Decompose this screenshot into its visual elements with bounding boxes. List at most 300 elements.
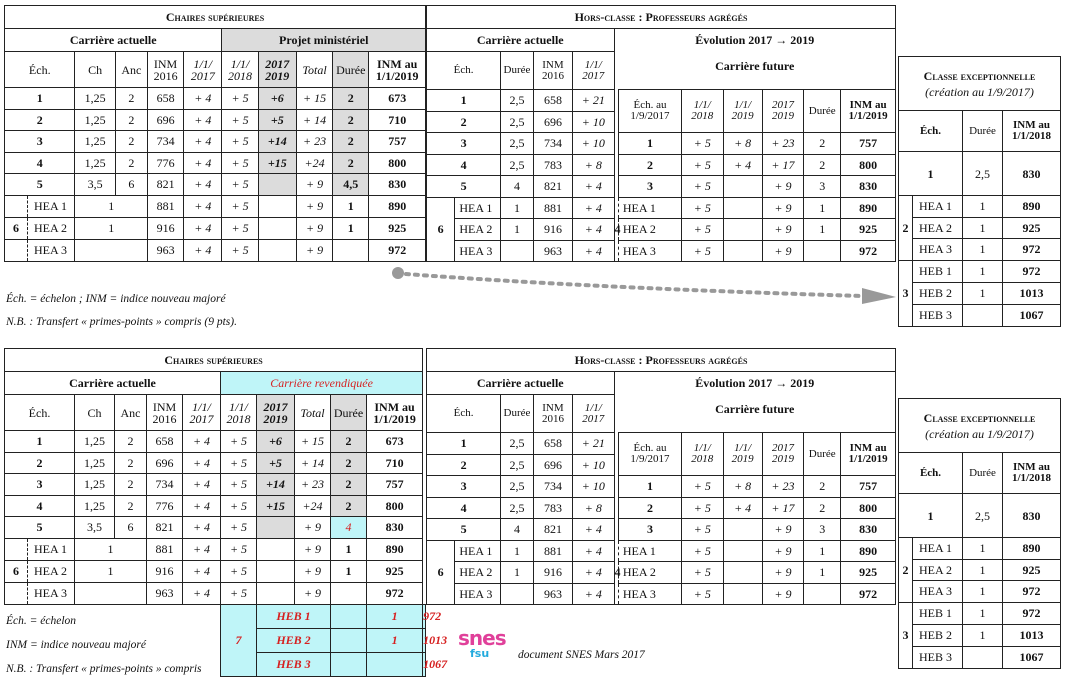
snes-logo xyxy=(458,628,518,660)
carriere-future-label: Carrière future xyxy=(614,395,896,415)
cell: + 15 xyxy=(296,88,332,110)
col-inm2019-b: INM au 1/1/2019 xyxy=(367,395,423,431)
cell: 658 xyxy=(147,431,183,453)
cell xyxy=(331,604,367,628)
cell: 3,5 xyxy=(75,174,115,196)
cell: 2,5 xyxy=(501,433,534,455)
exc-heb-row xyxy=(899,260,1061,282)
hc-col-ech: Éch. xyxy=(427,395,501,433)
cell: 916 xyxy=(147,217,183,239)
cell: + 5 xyxy=(222,88,258,110)
fsu-logo-text: fsu xyxy=(470,647,490,660)
cell: 963 xyxy=(147,582,183,604)
carriere-actuelle-label: Carrière actuelle xyxy=(5,29,222,52)
hea-group xyxy=(5,539,28,560)
table-row xyxy=(427,497,896,519)
cell: 776 xyxy=(147,152,183,174)
cell: 1 xyxy=(618,476,681,498)
chaires-rows-top xyxy=(5,88,426,196)
cell: + 5 xyxy=(221,452,257,474)
cell: 963 xyxy=(147,239,183,261)
cell: 830 xyxy=(1003,494,1061,538)
hc-col-inm2016: INM 2016 xyxy=(533,395,572,433)
cell: 1,25 xyxy=(75,152,115,174)
cell: + 5 xyxy=(221,560,257,582)
hea-row xyxy=(5,582,426,604)
cell: 925 xyxy=(367,560,423,582)
cell: 1 xyxy=(963,602,1003,624)
hea-row xyxy=(427,562,896,584)
exc-header-row xyxy=(899,453,1061,494)
cell: + 4 xyxy=(184,152,222,174)
exc-col-duree: Durée xyxy=(963,453,1003,494)
col-ch-b: Ch xyxy=(75,395,115,431)
cell: 2 xyxy=(115,152,147,174)
exc-heb-row xyxy=(899,304,1061,326)
cell: 2,5 xyxy=(963,494,1003,538)
cell: 6 xyxy=(115,517,147,539)
spacer xyxy=(614,415,896,433)
exc-hea-row xyxy=(899,581,1061,603)
cell: + 5 xyxy=(682,176,723,198)
cell: + 5 xyxy=(682,240,723,262)
cell: 734 xyxy=(147,474,183,496)
cell xyxy=(723,176,762,198)
cell: 972 xyxy=(1003,581,1061,603)
cell: + 4 xyxy=(723,154,762,176)
hea-group xyxy=(5,583,28,604)
cell: 5 xyxy=(427,519,501,541)
cell: 734 xyxy=(147,131,183,153)
cell: 1 xyxy=(75,217,147,239)
cell: 696 xyxy=(147,452,183,474)
hea-label: HEA 2 xyxy=(34,221,67,235)
cell: 3 xyxy=(427,476,501,498)
cell xyxy=(723,540,762,562)
cell: 2,5 xyxy=(501,154,534,176)
hea-label: HEA 3 xyxy=(34,243,67,257)
exc-heb-row xyxy=(899,602,1061,624)
exc-table-bottom xyxy=(898,398,1061,669)
notes-top xyxy=(6,292,237,329)
cell xyxy=(723,519,762,541)
cell: 1 xyxy=(5,431,75,453)
cell: 1 xyxy=(963,282,1003,304)
cell: 734 xyxy=(533,476,572,498)
cell: + 9 xyxy=(295,582,331,604)
cell: 890 xyxy=(841,197,896,219)
cell xyxy=(331,582,367,604)
cell: 890 xyxy=(1003,538,1061,560)
cell: 2 xyxy=(5,109,75,131)
table-row xyxy=(5,131,426,153)
fut-col-2019: 1/1/ 2019 xyxy=(723,433,762,476)
cell: + 8 xyxy=(723,133,762,155)
col-duree: Durée xyxy=(333,52,369,88)
cell: + 5 xyxy=(221,474,257,496)
cell xyxy=(367,652,423,676)
cell: + 5 xyxy=(682,133,723,155)
exc-hea-group: 2 xyxy=(899,538,913,603)
cell: 2 xyxy=(618,154,681,176)
cell: 2,5 xyxy=(963,152,1003,196)
cell: HEA 2 xyxy=(455,219,501,241)
chaires-table-top xyxy=(4,5,426,262)
cell: + 5 xyxy=(221,538,257,560)
cell: + 4 xyxy=(573,176,614,198)
cell: + 5 xyxy=(682,219,723,241)
cell: + 5 xyxy=(682,540,723,562)
col-anc: Anc xyxy=(115,52,147,88)
hc-hea-group: 6 xyxy=(427,197,455,262)
cell: + 5 xyxy=(682,154,723,176)
cell: HEB 3 xyxy=(913,304,963,326)
cell: 1 xyxy=(804,197,841,219)
cell: 2 xyxy=(427,111,501,133)
col-2017-b: 1/1/ 2017 xyxy=(183,395,221,431)
cell: +24 xyxy=(295,495,331,517)
cell: + 4 xyxy=(573,519,614,541)
cell: + 9 xyxy=(762,176,803,198)
cell: 2 xyxy=(427,454,501,476)
cell: 800 xyxy=(841,154,896,176)
col-ch: Ch xyxy=(75,52,115,88)
cell: 830 xyxy=(841,519,896,541)
cell: + 4 xyxy=(184,174,222,196)
cell xyxy=(804,240,841,262)
cell: 1 xyxy=(963,581,1003,603)
cell: + 9 xyxy=(762,583,803,605)
cell: 3 xyxy=(804,176,841,198)
table-row xyxy=(427,133,896,155)
cell: 925 xyxy=(369,217,426,239)
cell: + 5 xyxy=(682,476,723,498)
revendiquee-label: Carrière revendiquée xyxy=(221,372,423,395)
cell xyxy=(331,652,367,676)
heb-label: HEB 2 xyxy=(257,628,331,652)
cell: 821 xyxy=(533,519,572,541)
cell: 800 xyxy=(367,495,423,517)
cell: + 9 xyxy=(296,174,332,196)
cell: HEA 3 xyxy=(455,240,501,262)
cell: 925 xyxy=(1003,217,1061,239)
cell: 2,5 xyxy=(501,111,534,133)
cell: + 5 xyxy=(222,195,258,217)
table-row xyxy=(427,90,896,112)
col-inm2019: INM au 1/1/2019 xyxy=(369,52,426,88)
cell: 2 xyxy=(331,474,367,496)
exc-hea-row xyxy=(899,196,1061,218)
cell: 2 xyxy=(804,154,841,176)
cell xyxy=(963,646,1003,668)
exc-title-label: Classe exceptionnelle xyxy=(923,68,1036,83)
cell: 3 xyxy=(5,474,75,496)
table-row xyxy=(5,431,426,453)
cell: 757 xyxy=(369,131,426,153)
cell: 1 xyxy=(899,152,963,196)
cell: + 21 xyxy=(573,90,614,112)
fut-col-duree: Durée xyxy=(804,433,841,476)
cell xyxy=(501,583,534,605)
exc-col-inm: INM au 1/1/2018 xyxy=(1003,453,1061,494)
cell: 2 xyxy=(618,497,681,519)
cell: + 5 xyxy=(221,495,257,517)
cell: 4 xyxy=(501,176,534,198)
note-legend: Éch. = échelon ; INM = indice nouveau majoré xyxy=(6,293,226,305)
cell: 2 xyxy=(331,495,367,517)
cell: 1 xyxy=(331,538,367,560)
logo-caption: document SNES Mars 2017 xyxy=(518,649,645,661)
cell: 2 xyxy=(5,452,75,474)
cell: + 9 xyxy=(295,538,331,560)
cell: + 21 xyxy=(573,433,614,455)
cell: 1 xyxy=(501,219,534,241)
cell: + 4 xyxy=(183,452,221,474)
cell xyxy=(257,538,295,560)
cell: HEA 1 xyxy=(618,540,681,562)
cell: 2 xyxy=(115,452,147,474)
fut-col-2019: 1/1/ 2019 xyxy=(723,90,762,133)
chaires-hea-top xyxy=(5,195,426,261)
exc-col-inm: INM au 1/1/2018 xyxy=(1003,111,1061,152)
col-anc-b: Anc xyxy=(115,395,147,431)
cell: 972 xyxy=(423,604,426,628)
cell: 881 xyxy=(147,195,183,217)
exc-heb-row xyxy=(899,646,1061,668)
cell: + 5 xyxy=(221,431,257,453)
cell: 830 xyxy=(841,176,896,198)
cell: 1 xyxy=(804,562,841,584)
cell: 1 xyxy=(963,624,1003,646)
table-row xyxy=(427,476,896,498)
hea-row xyxy=(427,219,896,241)
cell: HEA 2 xyxy=(618,562,681,584)
cell: 2 xyxy=(804,476,841,498)
exc-header-row xyxy=(899,111,1061,152)
exc-hea-row xyxy=(899,538,1061,560)
cell: + 8 xyxy=(723,476,762,498)
cell: 1 xyxy=(963,559,1003,581)
cell: 1 xyxy=(331,560,367,582)
fut-col-inm: INM au 1/1/2019 xyxy=(841,90,896,133)
cell: HEA 1 xyxy=(913,538,963,560)
cell: 4 xyxy=(331,517,367,539)
cell: 1 xyxy=(963,260,1003,282)
cell: + 9 xyxy=(762,197,803,219)
cell: 1,25 xyxy=(75,131,115,153)
cell: 2 xyxy=(331,452,367,474)
cell: + 5 xyxy=(682,519,723,541)
hea-row xyxy=(427,197,896,219)
table-row xyxy=(5,88,426,110)
cell: 2 xyxy=(333,109,369,131)
cell: 2,5 xyxy=(501,497,534,519)
cell: 3,5 xyxy=(75,517,115,539)
cell: 5 xyxy=(427,176,501,198)
cell: 1 xyxy=(963,538,1003,560)
cell: 4 xyxy=(5,152,75,174)
cell: 673 xyxy=(367,431,423,453)
cell: +14 xyxy=(257,474,295,496)
cell: + 4 xyxy=(184,109,222,131)
hea-row xyxy=(5,217,426,239)
col-inm2016: INM 2016 xyxy=(147,52,183,88)
cell xyxy=(723,197,762,219)
exc-hea-row xyxy=(899,239,1061,261)
chaires-title-b: Chaires supérieures xyxy=(5,349,423,372)
exc-body-bottom xyxy=(899,399,1061,669)
cell: + 9 xyxy=(762,219,803,241)
fut-col-2017-2019: 2017 2019 xyxy=(762,433,803,476)
exc-title-row xyxy=(899,399,1061,453)
cell: + 15 xyxy=(295,431,331,453)
cell: + 5 xyxy=(222,217,258,239)
cell: 783 xyxy=(533,497,572,519)
cell: 2 xyxy=(115,88,147,110)
cell xyxy=(723,583,762,605)
cell: 2 xyxy=(333,131,369,153)
cell: 800 xyxy=(841,497,896,519)
cell: 972 xyxy=(367,582,423,604)
cell: HEA 2 xyxy=(913,559,963,581)
table-row xyxy=(899,494,1061,538)
col-duree-b: Durée xyxy=(331,395,367,431)
evolution-label-b: Évolution 2017 → 2019 xyxy=(614,372,896,395)
hea-label-cell xyxy=(5,217,75,239)
cell xyxy=(963,304,1003,326)
cell: +5 xyxy=(257,452,295,474)
cell: 2 xyxy=(115,131,147,153)
cell: 2 xyxy=(331,431,367,453)
cell: 3 xyxy=(618,176,681,198)
cell: 783 xyxy=(533,154,572,176)
cell: 1 xyxy=(367,604,423,628)
table-row xyxy=(5,174,426,196)
cell: + 4 xyxy=(183,538,221,560)
cell: 4,5 xyxy=(333,174,369,196)
cell: HEB 1 xyxy=(913,260,963,282)
cell: + 9 xyxy=(762,519,803,541)
heb-group: 7 xyxy=(221,604,257,676)
hea-row xyxy=(5,239,426,261)
cell: +5 xyxy=(258,109,296,131)
col-2018-b: 1/1/ 2018 xyxy=(221,395,257,431)
cell xyxy=(258,195,296,217)
cell: + 9 xyxy=(295,560,331,582)
cell: 5 xyxy=(5,517,75,539)
hc-title-b: Hors-classe : Professeurs agrégés xyxy=(427,349,896,372)
cell: 972 xyxy=(841,583,896,605)
cell: 658 xyxy=(147,88,183,110)
cell: HEA 3 xyxy=(913,239,963,261)
cell: 972 xyxy=(369,239,426,261)
exc-heb-group: 3 xyxy=(899,260,913,326)
hea-label-cell xyxy=(5,538,75,560)
cell: 658 xyxy=(533,90,572,112)
transfer-arrow xyxy=(392,266,902,306)
cell: 757 xyxy=(841,133,896,155)
cell: 830 xyxy=(369,174,426,196)
col-ech: Éch. xyxy=(5,52,75,88)
cell: + 4 xyxy=(184,217,222,239)
cell: 916 xyxy=(533,219,572,241)
table-row xyxy=(427,154,896,176)
cell: + 4 xyxy=(573,240,614,262)
hea-label-cell xyxy=(5,560,75,582)
cell: + 4 xyxy=(184,88,222,110)
fut-col-2018: 1/1/ 2018 xyxy=(682,90,723,133)
exc-col-duree: Durée xyxy=(963,111,1003,152)
cell: 1 xyxy=(427,90,501,112)
fut-hea-group: 4 xyxy=(614,197,618,262)
hea-label-cell xyxy=(5,582,75,604)
cell: 673 xyxy=(369,88,426,110)
cell: + 5 xyxy=(682,583,723,605)
hc-col-inm2016: INM 2016 xyxy=(533,52,572,90)
col-2017: 1/1/ 2017 xyxy=(184,52,222,88)
table-row xyxy=(5,474,426,496)
table-row xyxy=(5,517,426,539)
hea-label: HEA 1 xyxy=(34,542,67,556)
exc-hea-group: 2 xyxy=(899,196,913,261)
cell: 4 xyxy=(427,497,501,519)
cell: 2 xyxy=(804,133,841,155)
cell xyxy=(723,562,762,584)
hea-label: HEA 3 xyxy=(34,586,67,600)
cell: + 5 xyxy=(682,197,723,219)
col-ech-b: Éch. xyxy=(5,395,75,431)
cell xyxy=(501,240,534,262)
cell: 3 xyxy=(804,519,841,541)
cell: 890 xyxy=(1003,196,1061,218)
cell: + 4 xyxy=(183,431,221,453)
cell: +15 xyxy=(258,152,296,174)
cell: 1 xyxy=(963,239,1003,261)
cell: + 4 xyxy=(573,197,614,219)
hc-header-row xyxy=(427,395,896,415)
hc-col-duree: Durée xyxy=(501,52,534,90)
cell: + 17 xyxy=(762,497,803,519)
exc-creation-label: (création au 1/9/2017) xyxy=(925,84,1034,99)
cell: 830 xyxy=(1003,152,1061,196)
cell: + 8 xyxy=(573,497,614,519)
hc-hea-group: 6 xyxy=(427,540,455,605)
cell: + 23 xyxy=(762,476,803,498)
cell: 1067 xyxy=(1003,646,1061,668)
cell: 1 xyxy=(367,628,423,652)
exc-title-row xyxy=(899,57,1061,111)
hc-carriere-actuelle-b: Carrière actuelle xyxy=(427,372,615,395)
cell: 1067 xyxy=(423,652,426,676)
cell: + 9 xyxy=(762,562,803,584)
hc-body-top xyxy=(427,52,896,262)
fut-col-2017-2019: 2017 2019 xyxy=(762,90,803,133)
cell: + 17 xyxy=(762,154,803,176)
cell: HEA 2 xyxy=(913,217,963,239)
exc-table-top xyxy=(898,56,1061,327)
cell: + 4 xyxy=(573,583,614,605)
fut-col-duree: Durée xyxy=(804,90,841,133)
arrow-path xyxy=(406,274,862,296)
snes-logo-text: snes xyxy=(458,626,506,650)
cell: + 4 xyxy=(184,131,222,153)
table-row xyxy=(5,152,426,174)
cell: HEA 1 xyxy=(455,540,501,562)
cell: + 8 xyxy=(573,154,614,176)
cell: + 9 xyxy=(296,217,332,239)
cell: 5 xyxy=(5,174,75,196)
cell xyxy=(723,219,762,241)
